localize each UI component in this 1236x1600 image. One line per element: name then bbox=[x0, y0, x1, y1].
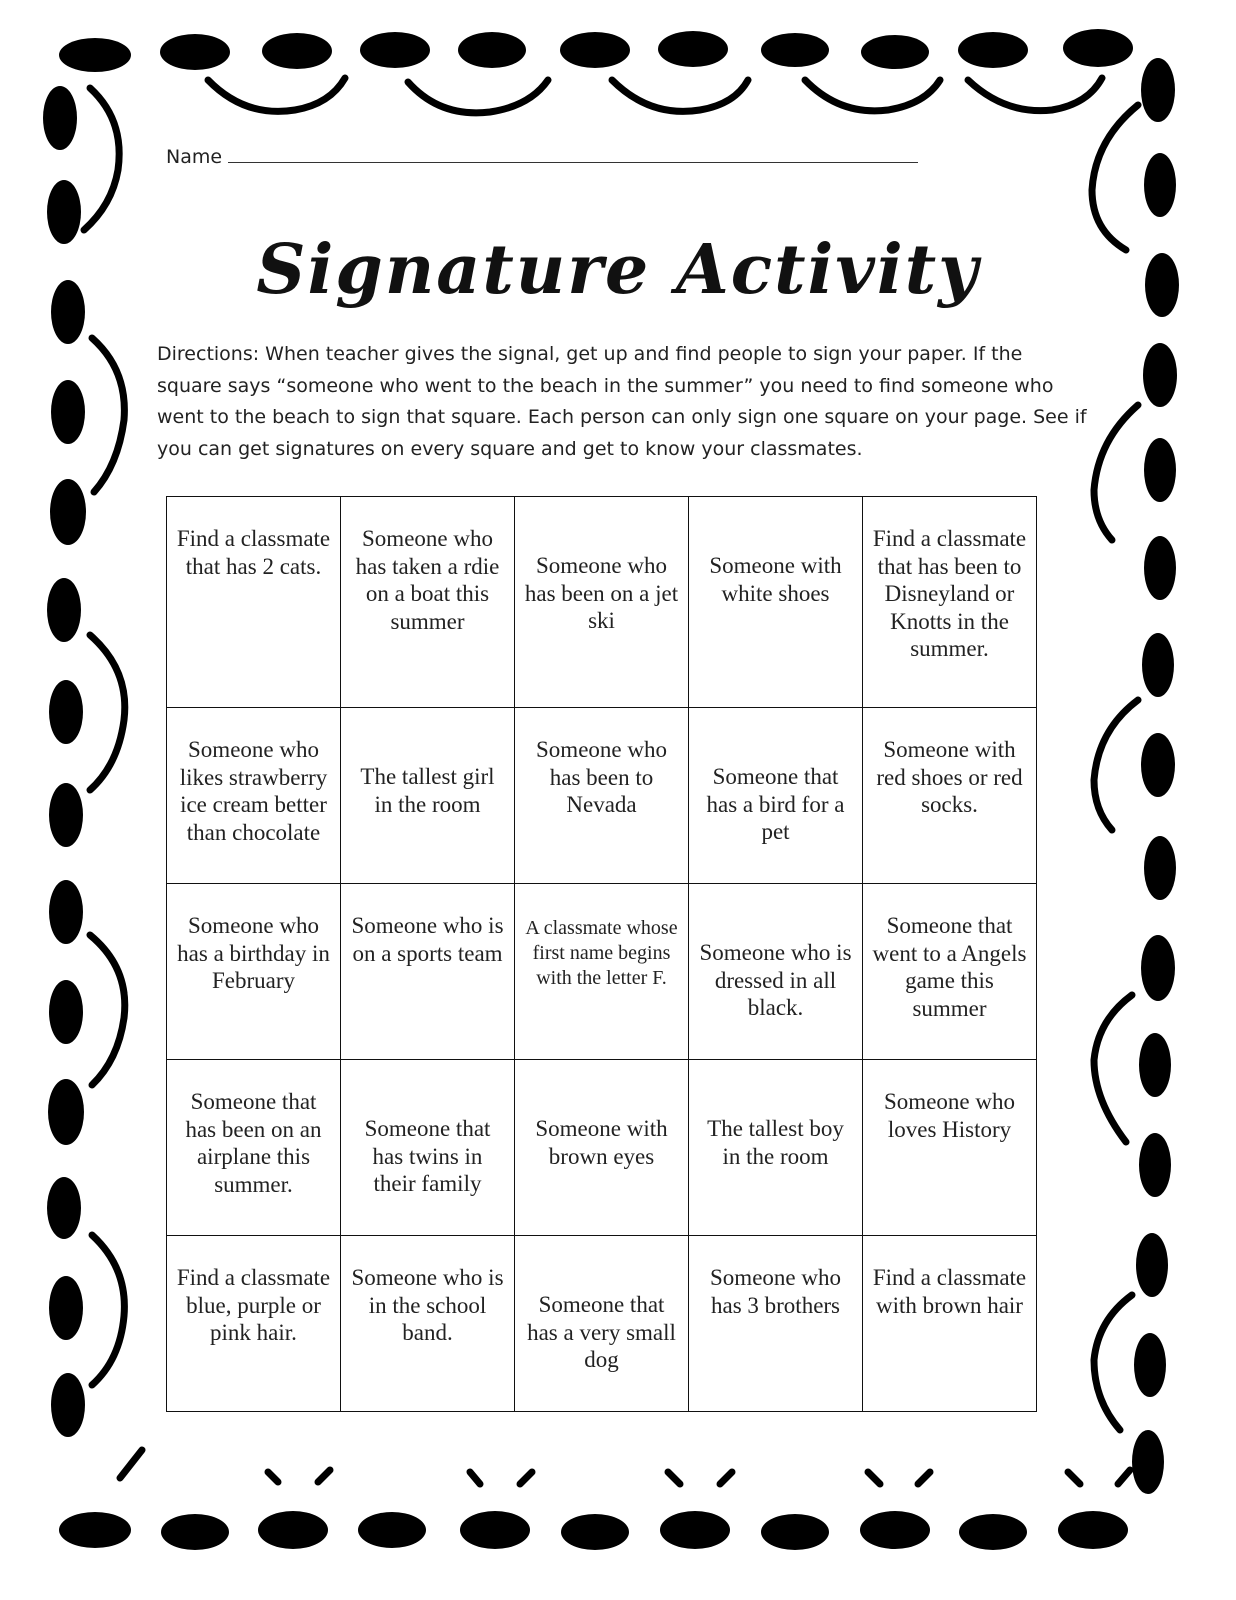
name-label: Name bbox=[166, 146, 223, 168]
grid-cell[interactable]: Someone who has 3 brothers bbox=[689, 1236, 863, 1412]
grid-cell[interactable]: Someone who is in the school band. bbox=[341, 1236, 515, 1412]
grid-row bbox=[167, 497, 1037, 708]
grid-cell[interactable]: Someone who is on a sports team bbox=[341, 884, 515, 1060]
grid-cell[interactable]: Someone with white shoes bbox=[689, 497, 863, 708]
grid-cell[interactable]: The tallest boy in the room bbox=[689, 1060, 863, 1236]
grid-cell[interactable]: Someone that went to a Angels game this summer bbox=[863, 884, 1037, 1060]
grid-cell[interactable]: Someone that has been on an airplane this summer. bbox=[167, 1060, 341, 1236]
grid-row bbox=[167, 1060, 1037, 1236]
name-field[interactable] bbox=[166, 146, 926, 168]
grid-cell[interactable]: Find a classmate with brown hair bbox=[863, 1236, 1037, 1412]
grid-cell[interactable]: Someone who is dressed in all black. bbox=[689, 884, 863, 1060]
grid-cell[interactable]: Someone who has a birthday in February bbox=[167, 884, 341, 1060]
page-title: Signature Activity bbox=[256, 230, 980, 310]
signature-grid bbox=[166, 496, 1037, 1412]
name-blank-line[interactable] bbox=[228, 146, 918, 163]
grid-cell[interactable]: The tallest girl in the room bbox=[341, 708, 515, 884]
grid-cell[interactable]: Someone with red shoes or red socks. bbox=[863, 708, 1037, 884]
grid-cell[interactable]: Someone that has a very small dog bbox=[515, 1236, 689, 1412]
grid-cell[interactable]: Find a classmate blue, purple or pink hair. bbox=[167, 1236, 341, 1412]
grid-cell[interactable]: Find a classmate that has 2 cats. bbox=[167, 497, 341, 708]
grid-cell[interactable]: Someone who has taken a rdie on a boat this summer bbox=[341, 497, 515, 708]
grid-cell[interactable]: Someone who likes strawberry ice cream better than chocolate bbox=[167, 708, 341, 884]
grid-row bbox=[167, 708, 1037, 884]
grid-cell[interactable]: Someone with brown eyes bbox=[515, 1060, 689, 1236]
grid-cell[interactable]: Someone that has twins in their family bbox=[341, 1060, 515, 1236]
grid-row bbox=[167, 1236, 1037, 1412]
grid-cell[interactable]: Someone who has been on a jet ski bbox=[515, 497, 689, 708]
grid-row bbox=[167, 884, 1037, 1060]
grid-cell[interactable]: Someone who loves History bbox=[863, 1060, 1037, 1236]
grid-cell[interactable]: Someone who has been to Nevada bbox=[515, 708, 689, 884]
grid-cell[interactable]: Someone that has a bird for a pet bbox=[689, 708, 863, 884]
directions-text: Directions: When teacher gives the signal, get up and find people to sign your paper. If the square says “someone who went to the beach in the summer” you need to find someone who went to the beach to sign that square. Each person can only sign one square on your page. See if you can get signatures on every square and get to know your classmates. bbox=[157, 343, 1087, 460]
grid-cell[interactable]: A classmate whose first name begins with the letter F. bbox=[515, 884, 689, 1060]
grid-cell[interactable]: Find a classmate that has been to Disneyland or Knotts in the summer. bbox=[863, 497, 1037, 708]
